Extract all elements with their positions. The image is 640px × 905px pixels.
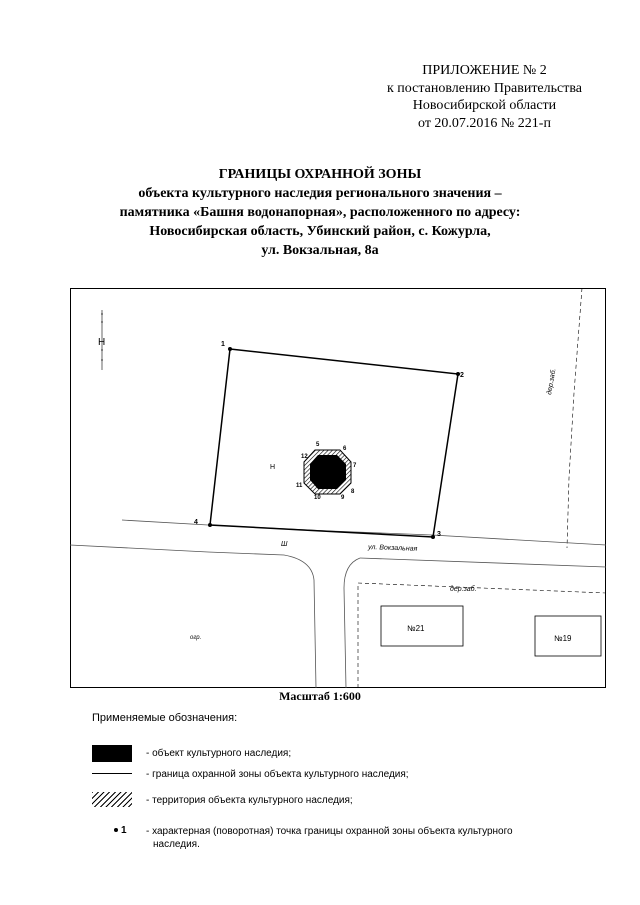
- title-line-3: памятника «Башня водонапорная», расположенного по адресу:: [119, 205, 521, 220]
- house-21: [381, 606, 463, 646]
- legend-text-turning-point-line2: наследия.: [153, 839, 200, 850]
- title-line-4: Новосибирская область, Убинский район, с. Кожурла,: [149, 224, 491, 239]
- object-point-11: 11: [296, 483, 303, 489]
- legend-symbol-heritage-territory: [92, 792, 132, 807]
- point-dot-icon: [114, 828, 118, 832]
- legend-text-turning-point: [146, 825, 513, 851]
- appendix-region: Новосибирской области: [412, 98, 557, 113]
- fence-label-right: дер.заб.: [546, 367, 558, 396]
- legend-item-heritage-object: [92, 745, 612, 763]
- object-point-12: 12: [301, 454, 308, 460]
- fence-label-bottom: дер.заб.: [450, 586, 477, 593]
- house-19-label: №19: [554, 634, 572, 643]
- appendix-block: [387, 62, 582, 132]
- legend-text-turning-point-line1: - характерная (поворотная) точка границы охранной зоны объекта культурного: [146, 826, 513, 837]
- appendix-date: от 20.07.2016 № 221-п: [418, 115, 551, 131]
- street-label: ул. Вокзальная: [367, 544, 418, 553]
- object-point-6: 6: [343, 446, 347, 452]
- title-line-2: объекта культурного наследия регионального значения –: [138, 186, 502, 201]
- street-abbr: Ш: [281, 541, 288, 548]
- object-point-8: 8: [351, 489, 355, 495]
- zone-point-4: 4: [194, 519, 198, 526]
- legend-symbol-heritage-object: [92, 745, 132, 762]
- legend-symbol-turning-point: [114, 825, 127, 836]
- legend-item-turning-point: [92, 823, 612, 853]
- document-title: [0, 165, 640, 260]
- title-line-1: ГРАНИЦЫ ОХРАННОЙ ЗОНЫ: [218, 167, 422, 182]
- legend-text-zone-boundary: - граница охранной зоны объекта культурного наследия;: [146, 769, 409, 780]
- house-19: [535, 616, 601, 656]
- north-label: Н: [98, 337, 106, 348]
- legend-item-zone-boundary: [92, 766, 612, 782]
- boundary-map: [70, 288, 606, 688]
- appendix-number: ПРИЛОЖЕНИЕ № 2: [422, 63, 547, 78]
- legend-heading: Применяемые обозначения:: [92, 712, 238, 724]
- title-line-5: ул. Вокзальная, 8а: [261, 243, 379, 258]
- object-point-5: 5: [316, 442, 320, 448]
- heritage-tower: [310, 455, 346, 489]
- house-21-label: №21: [407, 624, 425, 633]
- object-marker: Н: [270, 464, 276, 471]
- legend-point-number: 1: [121, 825, 127, 836]
- map-scale: Масштаб 1:600: [279, 689, 361, 703]
- appendix-resolution: к постановлению Правительства: [386, 80, 582, 96]
- legend-item-heritage-territory: [92, 792, 612, 808]
- legend-text-heritage-territory: - территория объекта культурного наследия;: [146, 795, 353, 806]
- zone-point-2: 2: [460, 372, 464, 379]
- zone-point-1: 1: [221, 341, 225, 348]
- zone-point-3: 3: [437, 531, 441, 538]
- object-point-9: 9: [341, 495, 345, 501]
- object-point-10: 10: [314, 495, 321, 501]
- legend-text-heritage-object: - объект культурного наследия;: [146, 748, 292, 759]
- area-label: огр.: [190, 635, 202, 641]
- object-point-7: 7: [353, 463, 357, 469]
- legend-symbol-zone-boundary: [92, 773, 132, 774]
